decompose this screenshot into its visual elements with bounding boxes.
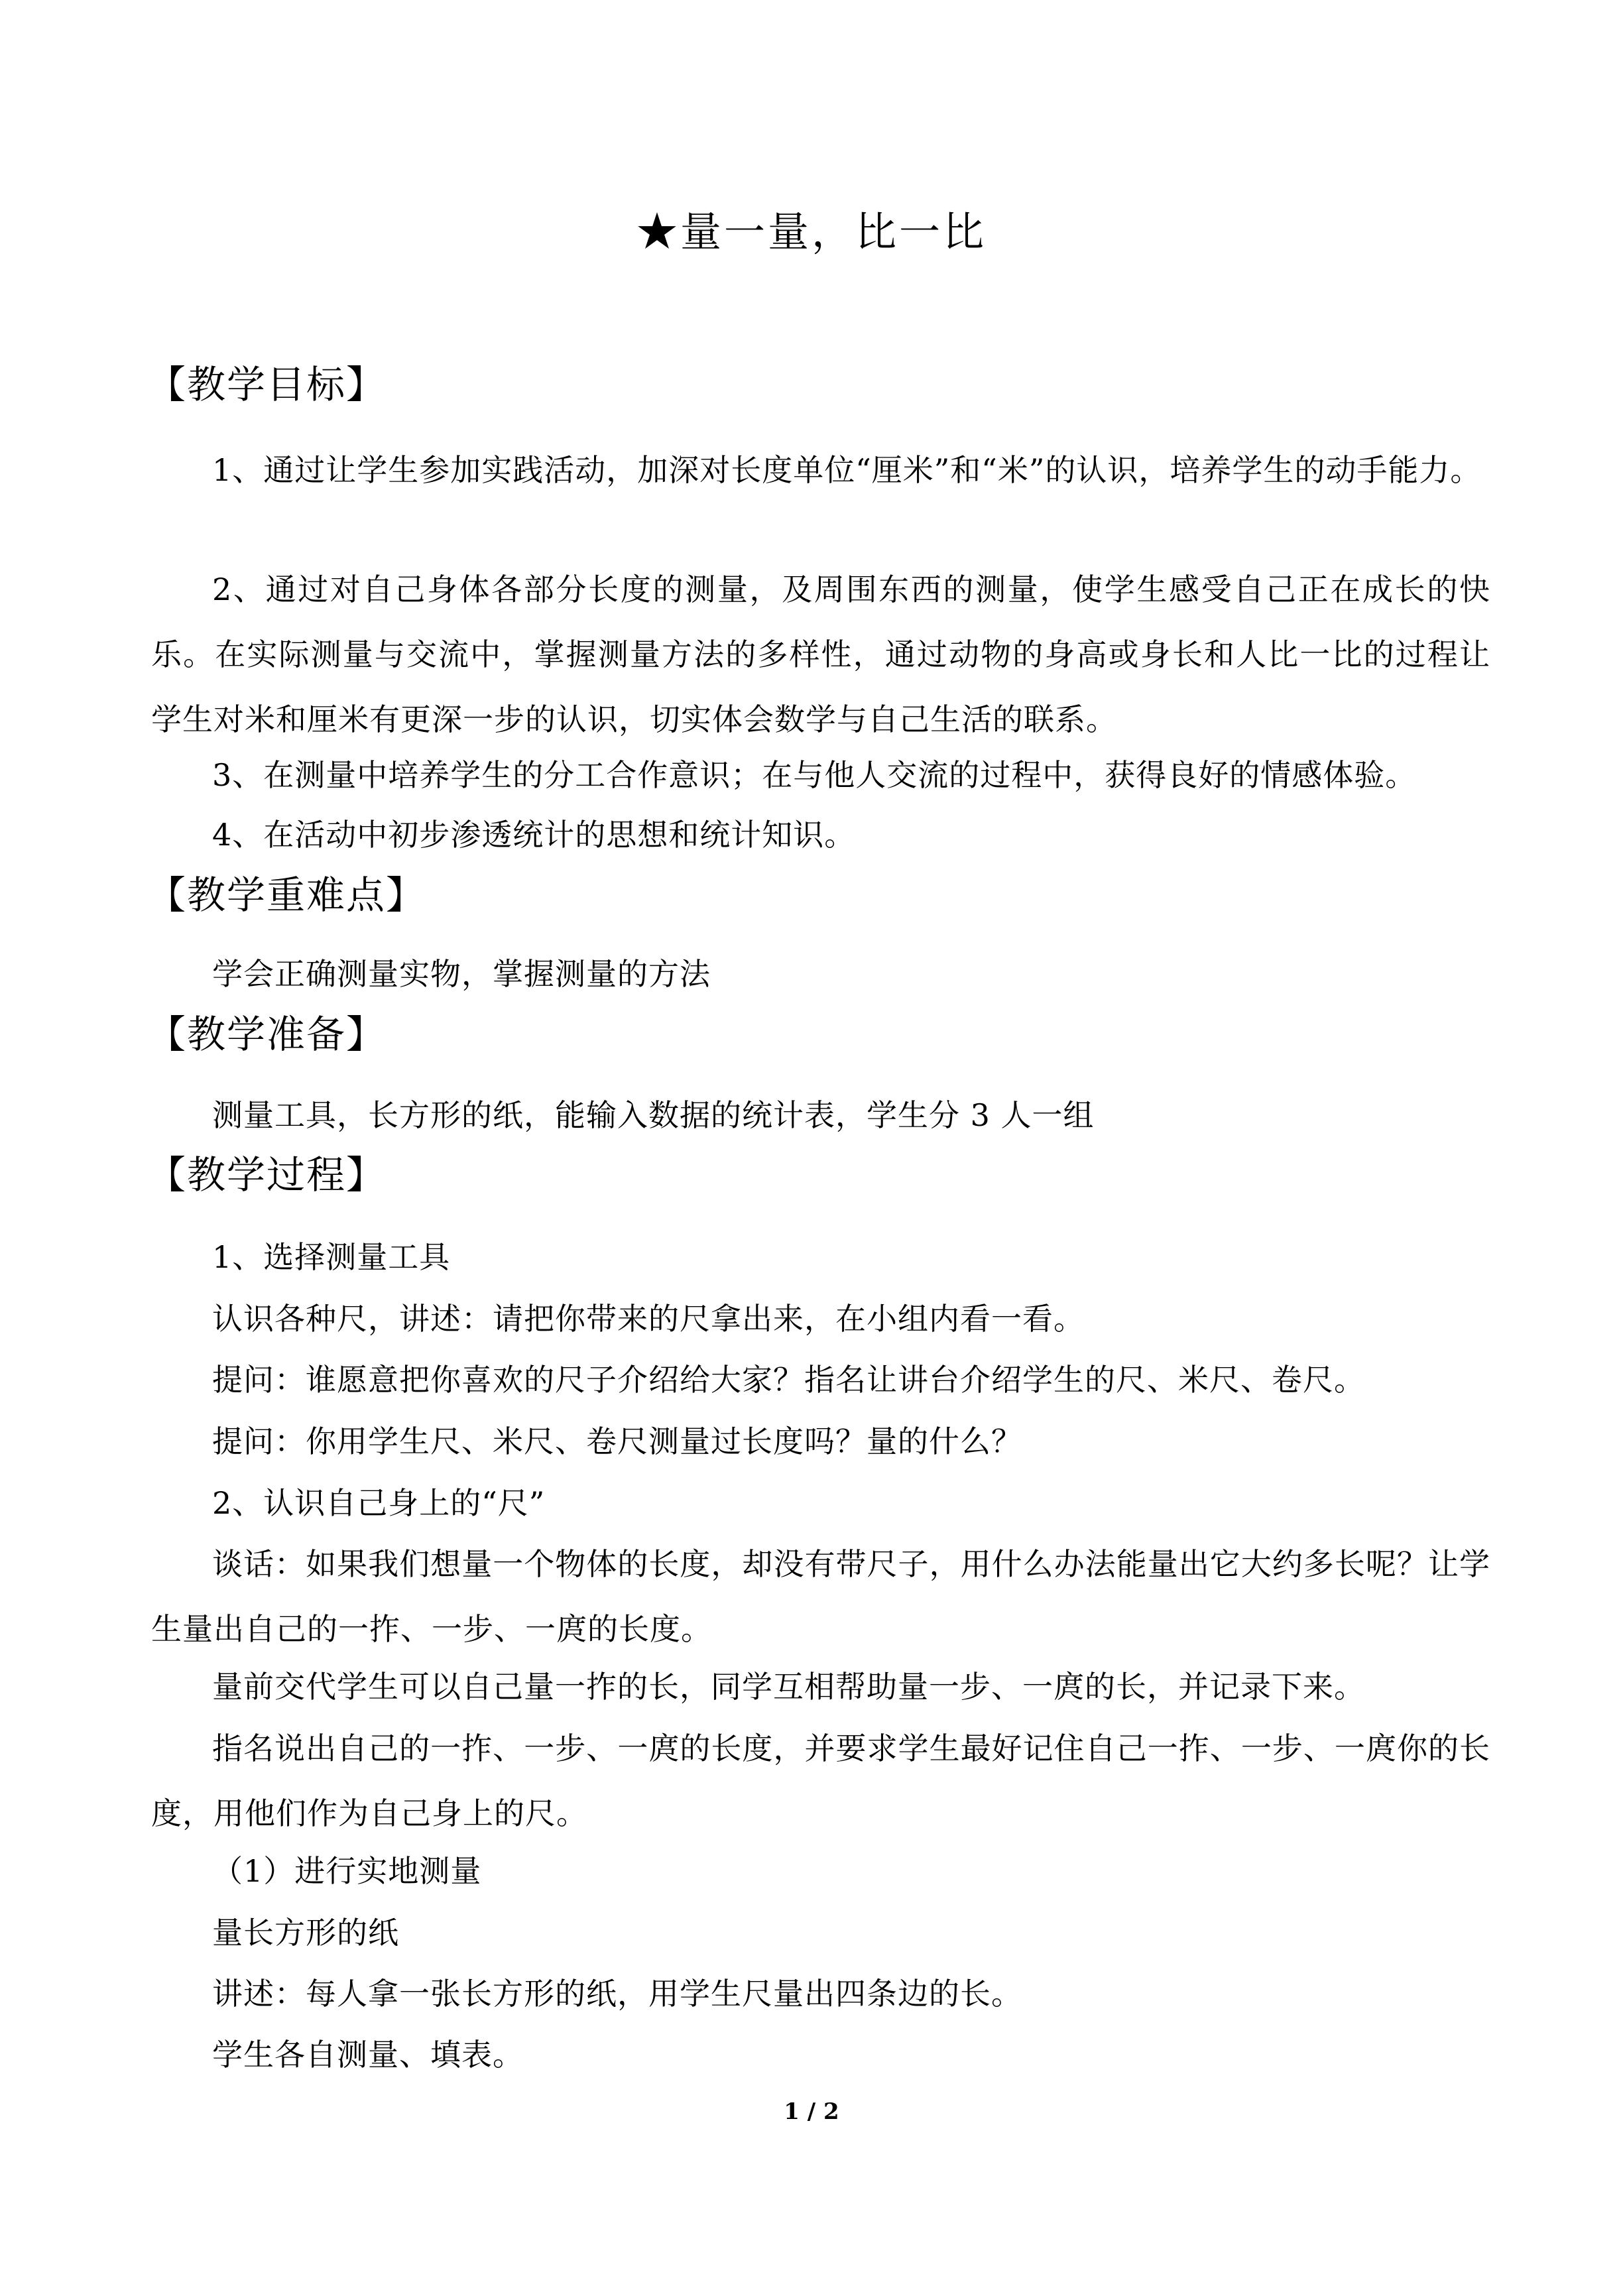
process-line-4: 提问：你用学生尺、米尺、卷尺测量过长度吗？量的什么？ [212, 1423, 1022, 1459]
process-line-5: 2、认识自己身上的“尺” [212, 1485, 546, 1521]
heading-preparation: 【教学准备】 [147, 1012, 387, 1057]
goal-item-4: 4、在活动中初步渗透统计的思想和统计知识。 [212, 817, 856, 853]
process-line-3: 提问：谁愿意把你喜欢的尺子介绍给大家？指名让讲台介绍学生的尺、米尺、卷尺。 [212, 1362, 1365, 1398]
process-line-1: 1、选择测量工具 [212, 1239, 451, 1275]
heading-key-points: 【教学重难点】 [147, 873, 426, 918]
process-line-12: 学生各自测量、填表。 [212, 2037, 524, 2073]
heading-teaching-goals: 【教学目标】 [147, 362, 387, 407]
goal-item-2: 2、通过对自己身体各部分长度的测量，及周围东西的测量，使学生感受自己正在成长的快乐。在实际测量与交流中，掌握测量方法的多样性，通过动物的身高或身长和人比一比的过程让学生对米和厘米有更深一步的认识，切实体会数学与自己生活的联系。 [151, 572, 1490, 737]
process-line-2: 认识各种尺，讲述：请把你带来的尺拿出来，在小组内看一看。 [212, 1301, 1085, 1337]
page-number: 1 / 2 [784, 2098, 839, 2125]
goal-item-1: 1、通过让学生参加实践活动，加深对长度单位“厘米”和“米”的认识，培养学生的动手能力。 [212, 452, 1482, 488]
process-line-11: 讲述：每人拿一张长方形的纸，用学生尺量出四条边的长。 [212, 1976, 1022, 2012]
goal-item-3: 3、在测量中培养学生的分工合作意识；在与他人交流的过程中，获得良好的情感体验。 [212, 757, 1417, 793]
heading-process: 【教学过程】 [147, 1152, 387, 1197]
process-line-8: 指名说出自己的一拃、一步、一庹的长度，并要求学生最好记住自己一拃、一步、一庹你的长度，用他们作为自己身上的尺。 [151, 1730, 1490, 1831]
process-line-6: 谈话：如果我们想量一个物体的长度，却没有带尺子，用什么办法能量出它大约多长呢？让学生量出自己的一拃、一步、一庹的长度。 [151, 1546, 1490, 1647]
process-line-7: 量前交代学生可以自己量一拃的长，同学互相帮助量一步、一庹的长，并记录下来。 [212, 1669, 1365, 1705]
process-line-9: （1）进行实地测量 [212, 1853, 482, 1889]
key-points-text: 学会正确测量实物，掌握测量的方法 [212, 956, 711, 992]
process-line-10: 量长方形的纸 [212, 1915, 399, 1951]
preparation-text: 测量工具，长方形的纸，能输入数据的统计表，学生分 3 人一组 [212, 1097, 1095, 1133]
document-title: ★量一量，比一比 [636, 208, 987, 256]
